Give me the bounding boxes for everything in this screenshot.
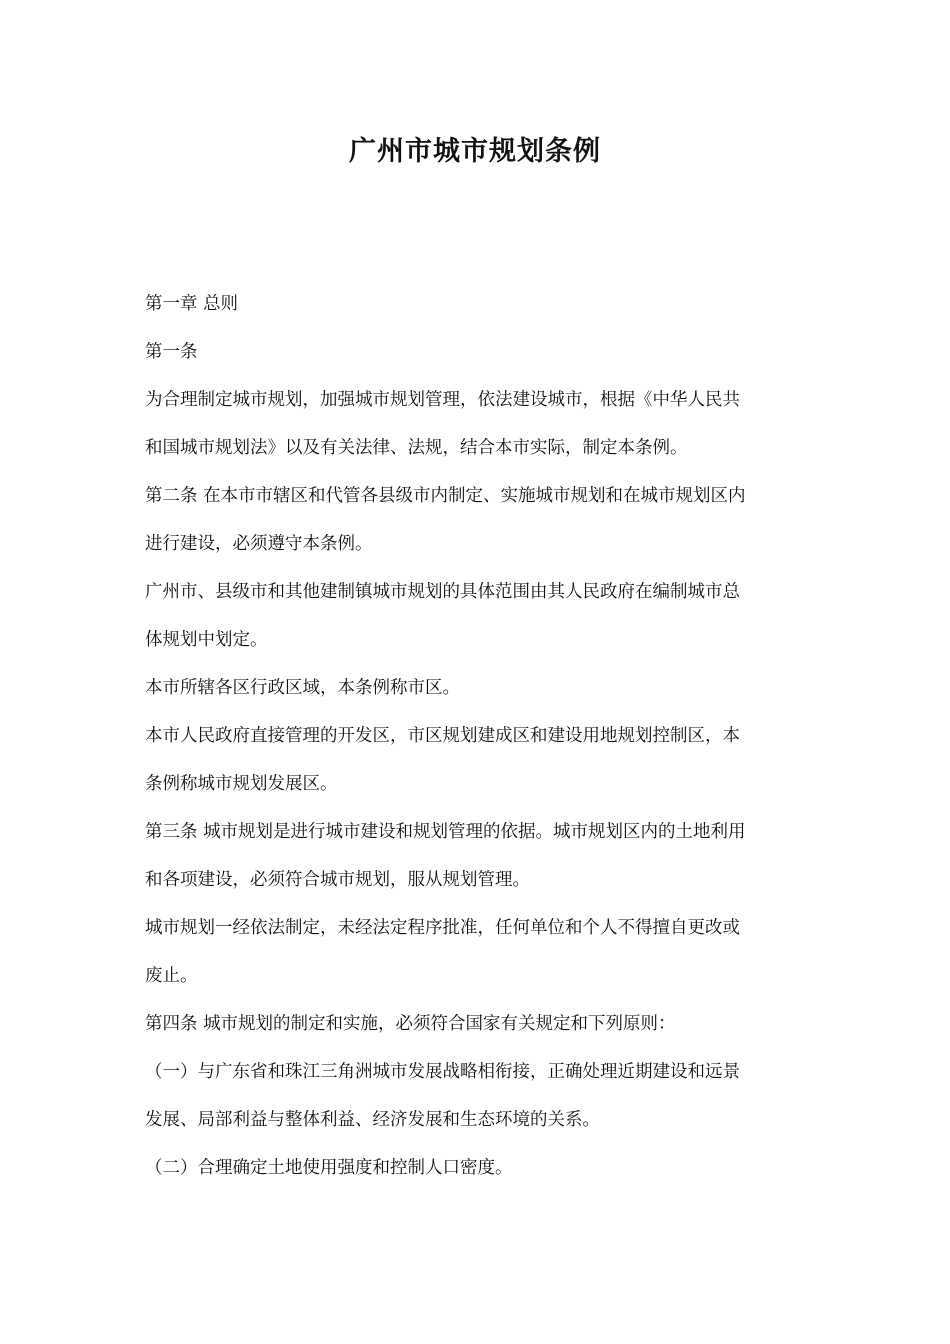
- article-3-line-1: 第三条 城市规划是进行城市建设和规划管理的依据。城市规划区内的土地利用: [145, 822, 746, 842]
- article-2-para-4-line-2: 条例称城市规划发展区。: [145, 774, 338, 794]
- article-2-para-2-line-1: 广州市、县级市和其他建制镇城市规划的具体范围由其人民政府在编制城市总: [145, 582, 740, 602]
- article-3-para-2-line-1: 城市规划一经依法制定，未经法定程序批准，任何单位和个人不得擅自更改或: [145, 918, 740, 938]
- article-2-line-2: 进行建设，必须遵守本条例。: [145, 534, 373, 554]
- article-1-heading: 第一条: [145, 342, 198, 362]
- article-1-line-1: 为合理制定城市规划，加强城市规划管理，依法建设城市，根据《中华人民共: [145, 390, 740, 410]
- article-2-para-4-line-1: 本市人民政府直接管理的开发区，市区规划建成区和建设用地规划控制区，本: [145, 726, 740, 746]
- article-3-para-2-line-2: 废止。: [145, 966, 198, 986]
- article-4-item-1-line-1: （一）与广东省和珠江三角洲城市发展战略相衔接，正确处理近期建设和远景: [145, 1062, 740, 1082]
- chapter-heading: 第一章 总则: [145, 294, 239, 314]
- article-4-item-2: （二）合理确定土地使用强度和控制人口密度。: [145, 1158, 513, 1178]
- article-2-para-3: 本市所辖各区行政区域，本条例称市区。: [145, 678, 460, 698]
- article-4-item-1-line-2: 发展、局部利益与整体利益、经济发展和生态环境的关系。: [145, 1110, 600, 1130]
- article-3-line-2: 和各项建设，必须符合城市规划，服从规划管理。: [145, 870, 530, 890]
- document-body: [145, 288, 810, 1200]
- document-title: 广州市城市规划条例: [349, 136, 601, 167]
- article-4-line-1: 第四条 城市规划的制定和实施，必须符合国家有关规定和下列原则：: [145, 1014, 676, 1034]
- article-2-para-2-line-2: 体规划中划定。: [145, 630, 268, 650]
- article-1-line-2: 和国城市规划法》以及有关法律、法规，结合本市实际，制定本条例。: [145, 438, 688, 458]
- article-2-line-1: 第二条 在本市市辖区和代管各县级市内制定、实施城市规划和在城市规划区内: [145, 486, 746, 506]
